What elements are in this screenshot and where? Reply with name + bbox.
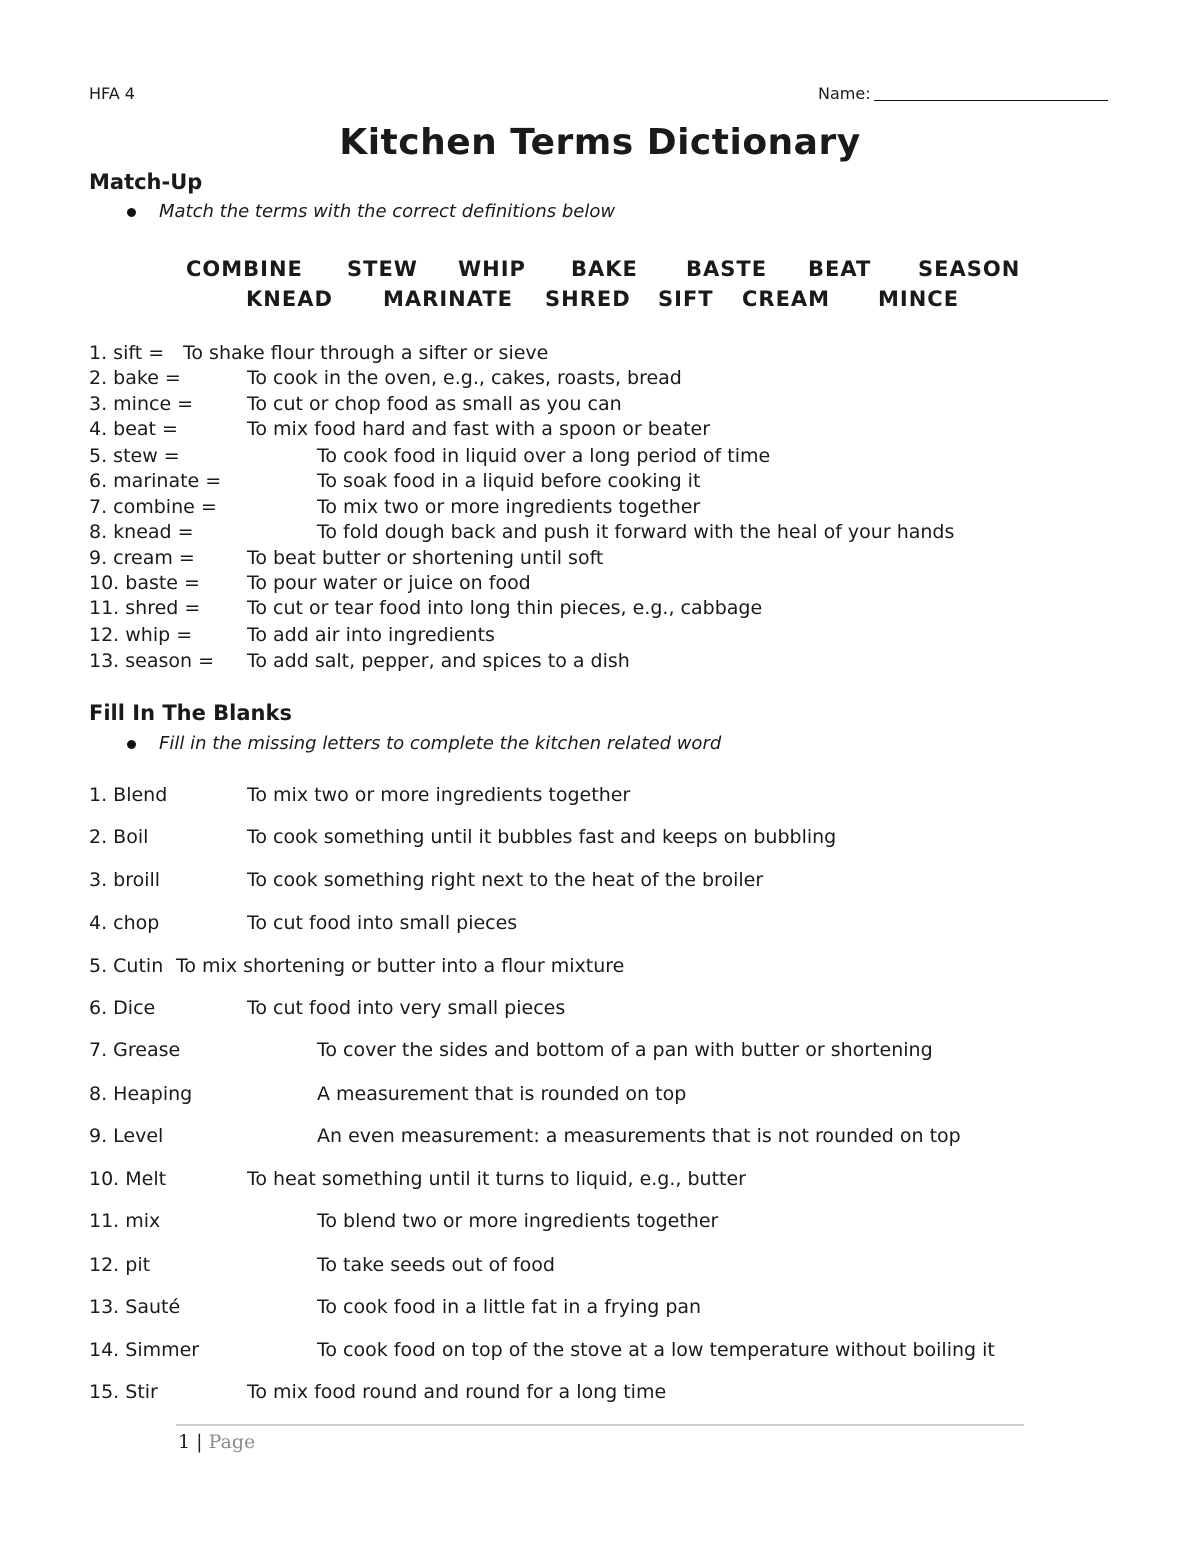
fill-definition: To cover the sides and bottom of a pan with butter or shortening	[317, 1039, 933, 1061]
fill-in-instruction: Fill in the missing letters to complete the kitchen related word	[159, 733, 722, 754]
page-title: Kitchen Terms Dictionary	[339, 122, 861, 163]
match-definition: To cook food in liquid over a long period of time	[317, 445, 771, 467]
fill-definition: To mix food round and round for a long time	[247, 1381, 667, 1403]
match-term: 2. bake =	[89, 367, 181, 389]
match-term: 9. cream =	[89, 547, 195, 569]
match-term: 1. sift =	[89, 342, 165, 364]
match-definition: To add salt, pepper, and spices to a dish	[247, 650, 630, 672]
fill-definition: To cook something until it bubbles fast and keeps on bubbling	[247, 826, 837, 848]
term-word: SHRED	[545, 287, 631, 311]
term-word: SIFT	[658, 287, 714, 311]
match-definition: To soak food in a liquid before cooking it	[317, 470, 701, 492]
fill-term: 10. Melt	[89, 1168, 167, 1190]
match-term: 3. mince =	[89, 393, 194, 415]
match-definition: To beat butter or shortening until soft	[247, 547, 604, 569]
fill-term: 1. Blend	[89, 784, 168, 806]
match-term: 4. beat =	[89, 418, 178, 440]
footer-separator: |	[196, 1431, 203, 1453]
fill-term: 4. chop	[89, 912, 160, 934]
term-word: MARINATE	[383, 287, 514, 311]
fill-definition: A measurement that is rounded on top	[317, 1083, 687, 1105]
match-definition: To fold dough back and push it forward with the heal of your hands	[317, 521, 955, 543]
name-field-line[interactable]	[874, 100, 1108, 101]
fill-definition: To cook food on top of the stove at a low temperature without boiling it	[317, 1339, 995, 1361]
bullet-icon	[127, 740, 136, 749]
fill-term: 15. Stir	[89, 1381, 158, 1403]
term-word: COMBINE	[186, 257, 303, 281]
fill-definition: To blend two or more ingredients together	[317, 1210, 719, 1232]
term-word: WHIP	[458, 257, 526, 281]
fill-definition: An even measurement: a measurements that is not rounded on top	[317, 1125, 961, 1147]
page-footer	[178, 1431, 255, 1453]
fill-definition: To cook something right next to the heat of the broiler	[247, 869, 764, 891]
fill-term: 14. Simmer	[89, 1339, 200, 1361]
fill-definition: To mix shortening or butter into a flour mixture	[176, 955, 625, 977]
course-code: HFA 4	[89, 84, 135, 103]
fill-term: 12. pit	[89, 1254, 151, 1276]
match-definition: To cut or chop food as small as you can	[247, 393, 622, 415]
match-definition: To mix food hard and fast with a spoon or beater	[247, 418, 711, 440]
footer-divider	[176, 1424, 1024, 1426]
match-up-instruction: Match the terms with the correct definitions below	[159, 201, 616, 222]
match-definition: To add air into ingredients	[247, 624, 495, 646]
fill-term: 9. Level	[89, 1125, 164, 1147]
fill-definition: To take seeds out of food	[317, 1254, 555, 1276]
term-word: BAKE	[571, 257, 638, 281]
match-term: 10. baste =	[89, 572, 200, 594]
match-definition: To shake flour through a sifter or sieve	[183, 342, 549, 364]
match-definition: To mix two or more ingredients together	[317, 496, 701, 518]
fill-term: 6. Dice	[89, 997, 156, 1019]
match-definition: To pour water or juice on food	[247, 572, 531, 594]
term-word: KNEAD	[246, 287, 333, 311]
term-word: STEW	[347, 257, 418, 281]
fill-definition: To mix two or more ingredients together	[247, 784, 631, 806]
match-term: 7. combine =	[89, 496, 217, 518]
fill-definition: To cut food into very small pieces	[247, 997, 566, 1019]
term-word: BASTE	[686, 257, 768, 281]
fill-definition: To cut food into small pieces	[247, 912, 518, 934]
term-word: BEAT	[808, 257, 872, 281]
fill-term: 5. Cutin	[89, 955, 164, 977]
match-term: 5. stew =	[89, 445, 180, 467]
match-term: 12. whip =	[89, 624, 193, 646]
term-word: SEASON	[918, 257, 1021, 281]
term-word: CREAM	[742, 287, 831, 311]
fill-term: 3. broill	[89, 869, 161, 891]
match-up-heading: Match-Up	[89, 170, 203, 194]
match-term: 8. knead =	[89, 521, 194, 543]
fill-definition: To cook food in a little fat in a frying pan	[317, 1296, 702, 1318]
fill-term: 11. mix	[89, 1210, 161, 1232]
match-term: 13. season =	[89, 650, 215, 672]
name-label: Name:	[818, 84, 871, 103]
fill-term: 13. Sauté	[89, 1296, 181, 1318]
fill-definition: To heat something until it turns to liquid, e.g., butter	[247, 1168, 746, 1190]
fill-term: 8. Heaping	[89, 1083, 193, 1105]
page-label: Page	[208, 1431, 256, 1453]
fill-term: 7. Grease	[89, 1039, 181, 1061]
match-definition: To cook in the oven, e.g., cakes, roasts, bread	[247, 367, 682, 389]
term-word: MINCE	[878, 287, 960, 311]
match-term: 6. marinate =	[89, 470, 222, 492]
match-definition: To cut or tear food into long thin pieces, e.g., cabbage	[247, 597, 763, 619]
bullet-icon	[127, 208, 136, 217]
page-number: 1	[178, 1431, 191, 1453]
fill-in-heading: Fill In The Blanks	[89, 701, 292, 725]
match-term: 11. shred =	[89, 597, 201, 619]
fill-term: 2. Boil	[89, 826, 149, 848]
